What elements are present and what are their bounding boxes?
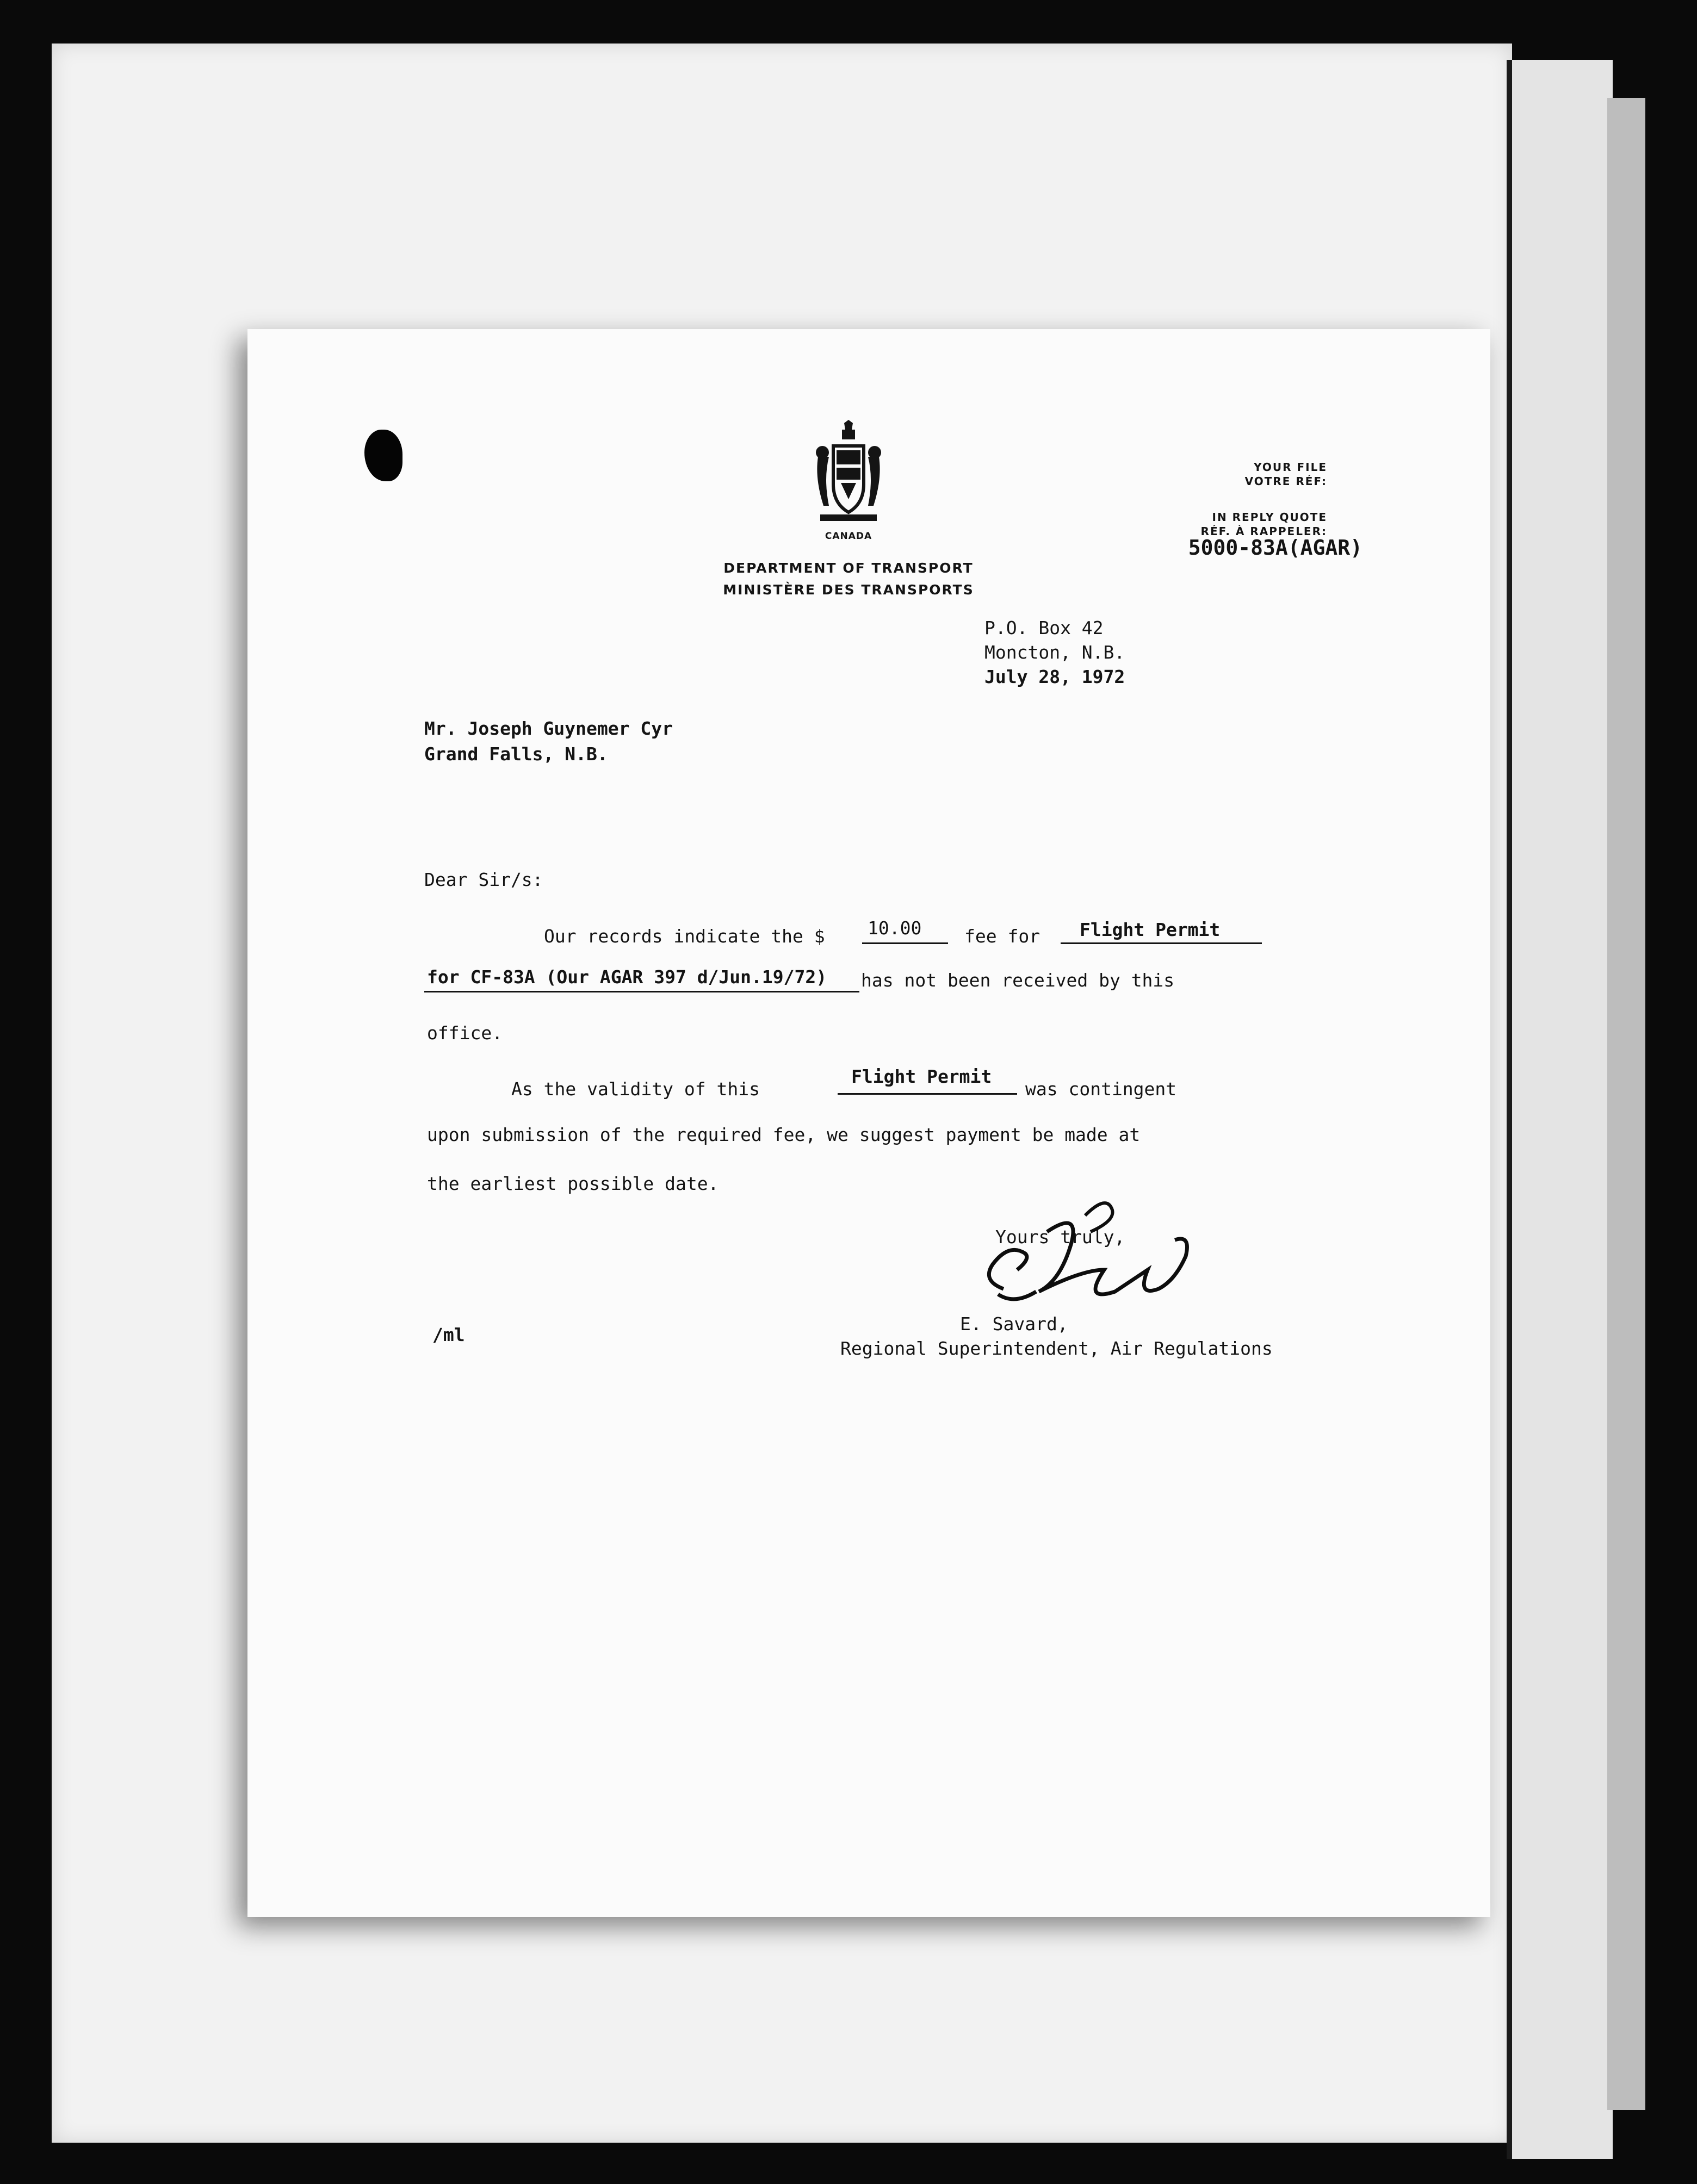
body-text: upon submission of the required fee, we suggest payment be made at — [427, 1124, 1141, 1145]
reply-quote-label: IN REPLY QUOTE — [1212, 511, 1327, 524]
country-label: CANADA — [825, 531, 872, 542]
body-text: As the validity of this — [511, 1078, 760, 1100]
letter-page — [247, 329, 1490, 1917]
permit-underline — [1061, 942, 1262, 944]
coat-of-arms-icon — [810, 419, 887, 528]
ink-blot — [364, 430, 402, 481]
valediction: Yours truly, — [995, 1226, 1125, 1248]
address-line-1: P.O. Box 42 — [984, 617, 1104, 638]
permit-underline — [838, 1093, 1017, 1095]
body-text: the earliest possible date. — [427, 1173, 719, 1194]
address-line-2: Moncton, N.B. — [984, 642, 1125, 663]
folder-edge-outer — [1607, 98, 1645, 2110]
recipient-name: Mr. Joseph Guynemer Cyr — [424, 718, 673, 739]
department-en: DEPARTMENT OF TRANSPORT — [723, 560, 974, 576]
body-text: office. — [427, 1022, 503, 1044]
department-fr: MINISTÈRE DES TRANSPORTS — [723, 582, 974, 598]
permit-item-detail: for CF-83A (Our AGAR 397 d/Jun.19/72) — [427, 966, 827, 988]
fee-amount: 10.00 — [868, 917, 922, 939]
letter-date: July 28, 1972 — [984, 666, 1125, 687]
signer-name: E. Savard, — [960, 1313, 1068, 1335]
reply-quote-label-fr: RÉF. À RAPPELER: — [1200, 525, 1327, 538]
reference-number: 5000-83A(AGAR) — [1188, 536, 1362, 560]
body-text: Our records indicate the $ — [544, 926, 825, 947]
signer-title: Regional Superintendent, Air Regulations — [840, 1338, 1273, 1359]
fee-underline — [862, 942, 948, 944]
permit-item: Flight Permit — [851, 1066, 992, 1087]
body-text: fee for — [964, 926, 1041, 947]
body-text: has not been received by this — [861, 970, 1175, 991]
body-text: was contingent — [1025, 1078, 1177, 1100]
typist-initials: /ml — [432, 1324, 465, 1345]
permit-item: Flight Permit — [1080, 919, 1221, 940]
recipient-place: Grand Falls, N.B. — [424, 743, 608, 765]
permit-detail-underline — [424, 991, 859, 992]
salutation: Dear Sir/s: — [424, 869, 543, 890]
your-file-label: YOUR FILE — [1254, 461, 1327, 474]
folder-edge — [1507, 60, 1613, 2159]
your-file-label-fr: VOTRE RÉF: — [1244, 475, 1327, 488]
